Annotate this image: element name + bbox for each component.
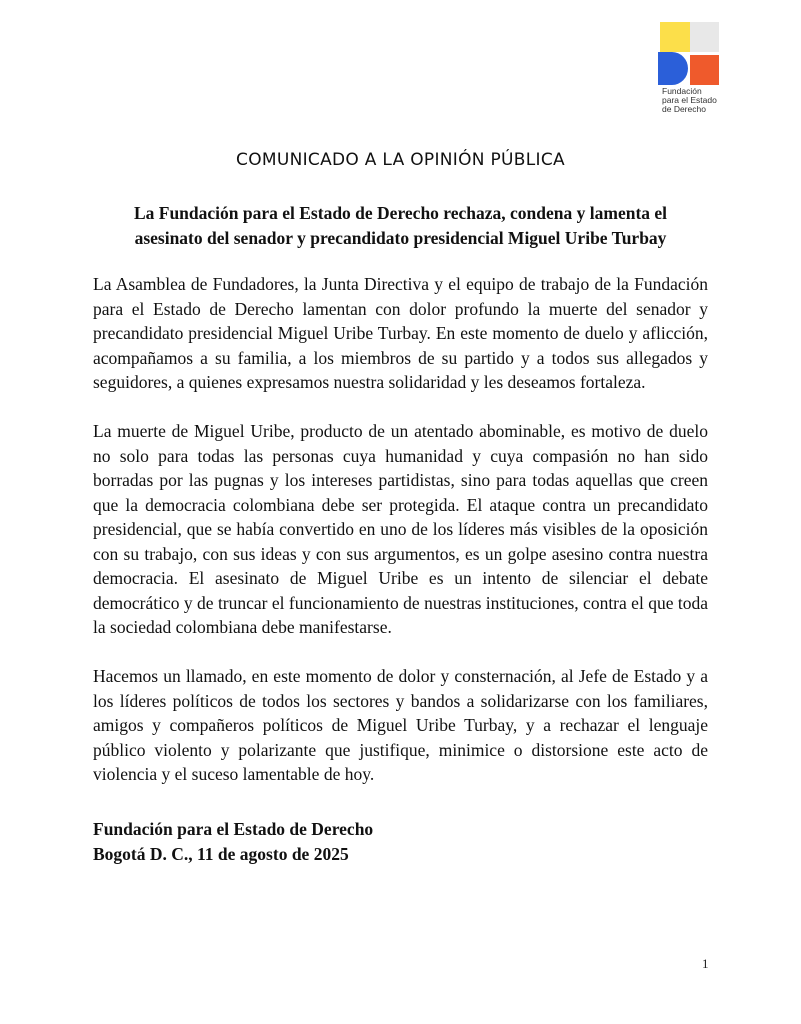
foundation-logo [652, 22, 722, 114]
document-title: COMUNICADO A LA OPINIÓN PÚBLICA [236, 150, 565, 170]
document-subtitle: La Fundación para el Estado de Derecho rechaza, condena y lamenta el asesinato del senador y precandidato presidencial Miguel Uribe Turbay [133, 203, 668, 248]
logo-name [662, 87, 722, 114]
body-paragraph-2: La muerte de Miguel Uribe, producto de un atentado abominable, es motivo de duelo no solo para todas las personas cuya humanidad y cuya compasión no han sido borradas por las pugnas y los intereses partidistas, sino para todas aquellas que creen que la democracia colombiana debe ser protegida. El ataque contra un precandidato presidencial, que se había convertido en uno de los líderes más visibles de la oposición con su trabajo, con sus ideas y con sus argumentos, es un golpe asesino contra nuestra democracia. El asesinato de Miguel Uribe es un intento de silenciar el debate democrático y de truncar el funcionamiento de nuestras instituciones, contra el que toda la sociedad colombiana debe manifestarse. [93, 421, 708, 637]
signature-block [93, 817, 373, 866]
logo-name-line-2: para el Estado [662, 95, 717, 105]
logo-mark-icon [652, 22, 719, 85]
page-number: 1 [702, 956, 709, 971]
logo-orange-square [690, 55, 719, 85]
logo-name-line-1: Fundación [662, 86, 702, 96]
logo-gray-square [690, 22, 719, 52]
signature-organization: Fundación para el Estado de Derecho [93, 819, 374, 839]
logo-blue-d-shape [658, 52, 690, 85]
signature-place-date: Bogotá D. C., 11 de agosto de 2025 [93, 843, 349, 864]
body-paragraph-3: Hacemos un llamado, en este momento de dolor y consternación, al Jefe de Estado y a los líderes políticos de todos los sectores y bandos a solidarizarse con los familiares, amigos y compañeros políticos de Miguel Uribe Turbay, y a rechazar el lenguaje público violento y polarizante que justifique, minimice o distorsione este acto de violencia y el suceso lamentable de hoy. [93, 666, 708, 784]
logo-yellow-square [660, 22, 690, 52]
logo-name-line-3: de Derecho [662, 104, 706, 114]
document-body [93, 272, 708, 811]
body-paragraph-1: La Asamblea de Fundadores, la Junta Directiva y el equipo de trabajo de la Fundación para el Estado de Derecho lamentan con dolor profundo la muerte del senador y precandidato presidencial Miguel Uribe Turbay. En este momento de duelo y aflicción, acompañamos a su familia, a los miembros de su partido y a todos sus allegados y seguidores, a quienes expresamos nuestra solidaridad y les deseamos fortaleza. [93, 274, 708, 392]
